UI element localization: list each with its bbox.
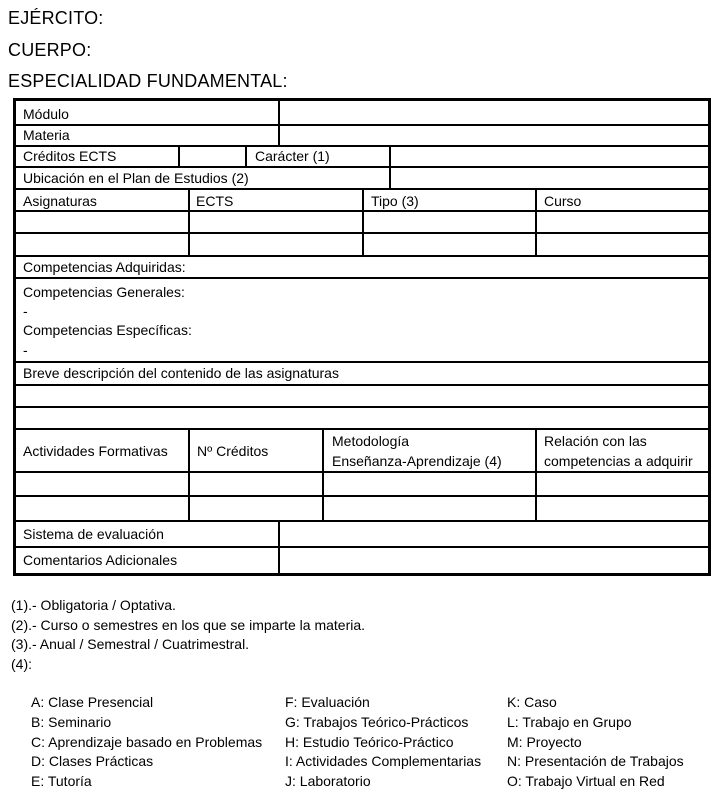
course-form-table [13,98,711,576]
label-breve-descripcion: Breve descripción del contenido de las asignaturas [23,365,339,381]
label-curso: Curso [544,193,582,209]
label-sistema-evaluacion: Sistema de evaluación [23,526,164,542]
label-modulo: Módulo [23,106,69,122]
label-ubicacion: Ubicación en el Plan de Estudios (2) [23,170,249,186]
dash-generales: - [23,303,28,319]
rule [16,384,708,386]
legend-item: E: Tutoría [31,773,92,789]
rule [16,145,708,147]
rule [278,101,280,145]
rule [535,188,537,255]
label-ects: ECTS [196,193,234,209]
rule [188,428,190,520]
rule [362,188,364,255]
label-competencias-adquiridas: Competencias Adquiridas: [23,259,186,275]
rule [16,277,708,279]
label-metodologia-1: Metodología [332,433,410,449]
rule [535,428,537,520]
legend-item: L: Trabajo en Grupo [507,714,632,730]
rule [16,406,708,408]
label-relacion-2: competencias a adquirir [544,453,693,469]
header-ejercito: EJÉRCITO: [8,8,104,28]
legend-item: N: Presentación de Trabajos [507,753,684,769]
legend-item: B: Seminario [31,714,112,730]
dash-especificas: - [23,342,28,358]
legend-item: D: Clases Prácticas [31,753,154,769]
label-competencias-generales: Competencias Generales: [23,284,185,300]
rule [16,546,708,548]
rule [16,520,708,522]
legend-item: A: Clase Presencial [31,694,154,710]
rule [188,188,190,255]
header-especialidad: ESPECIALIDAD FUNDAMENTAL: [8,71,288,91]
rule [16,495,708,497]
label-materia: Materia [23,127,70,143]
label-asignaturas: Asignaturas [23,193,97,209]
label-caracter: Carácter (1) [255,148,330,164]
legend-item: G: Trabajos Teórico-Prácticos [285,714,469,730]
rule [16,361,708,363]
legend-item: C: Aprendizaje basado en Problemas [31,734,263,750]
label-comentarios-adicionales: Comentarios Adicionales [23,552,178,568]
legend-item: H: Estudio Teórico-Práctico [285,734,454,750]
footnote-3: (3).- Anual / Semestral / Cuatrimestral. [11,636,250,652]
legend-item: F: Evaluación [285,694,370,710]
label-tipo: Tipo (3) [371,193,419,209]
legend-item: I: Actividades Complementarias [285,753,482,769]
label-creditos-ects: Créditos ECTS [23,148,117,164]
footnote-1: (1).- Obligatoria / Optativa. [11,597,176,613]
label-actividades-formativas: Actividades Formativas [23,443,168,459]
legend-item: M: Proyecto [507,734,582,750]
footnote-2: (2).- Curso o semestres en los que se imparte la materia. [11,617,366,633]
legend-item: O: Trabajo Virtual en Red [507,773,665,789]
legend-item: K: Caso [507,694,557,710]
rule [245,145,247,166]
rule [16,471,708,473]
label-metodologia-2: Enseñanza-Aprendizaje (4) [332,453,502,469]
label-relacion-1: Relación con las [544,433,647,449]
rule [16,166,708,168]
rule [16,428,708,430]
footnote-4: (4): [11,656,32,672]
label-n-creditos: Nº Créditos [197,443,269,459]
rule [278,520,280,573]
rule [389,145,391,188]
rule [16,255,708,257]
rule [322,428,324,520]
header-cuerpo: CUERPO: [8,40,92,60]
rule [16,124,708,126]
label-competencias-especificas: Competencias Específicas: [23,322,192,338]
rule [178,145,180,166]
legend-item: J: Laboratorio [285,773,371,789]
